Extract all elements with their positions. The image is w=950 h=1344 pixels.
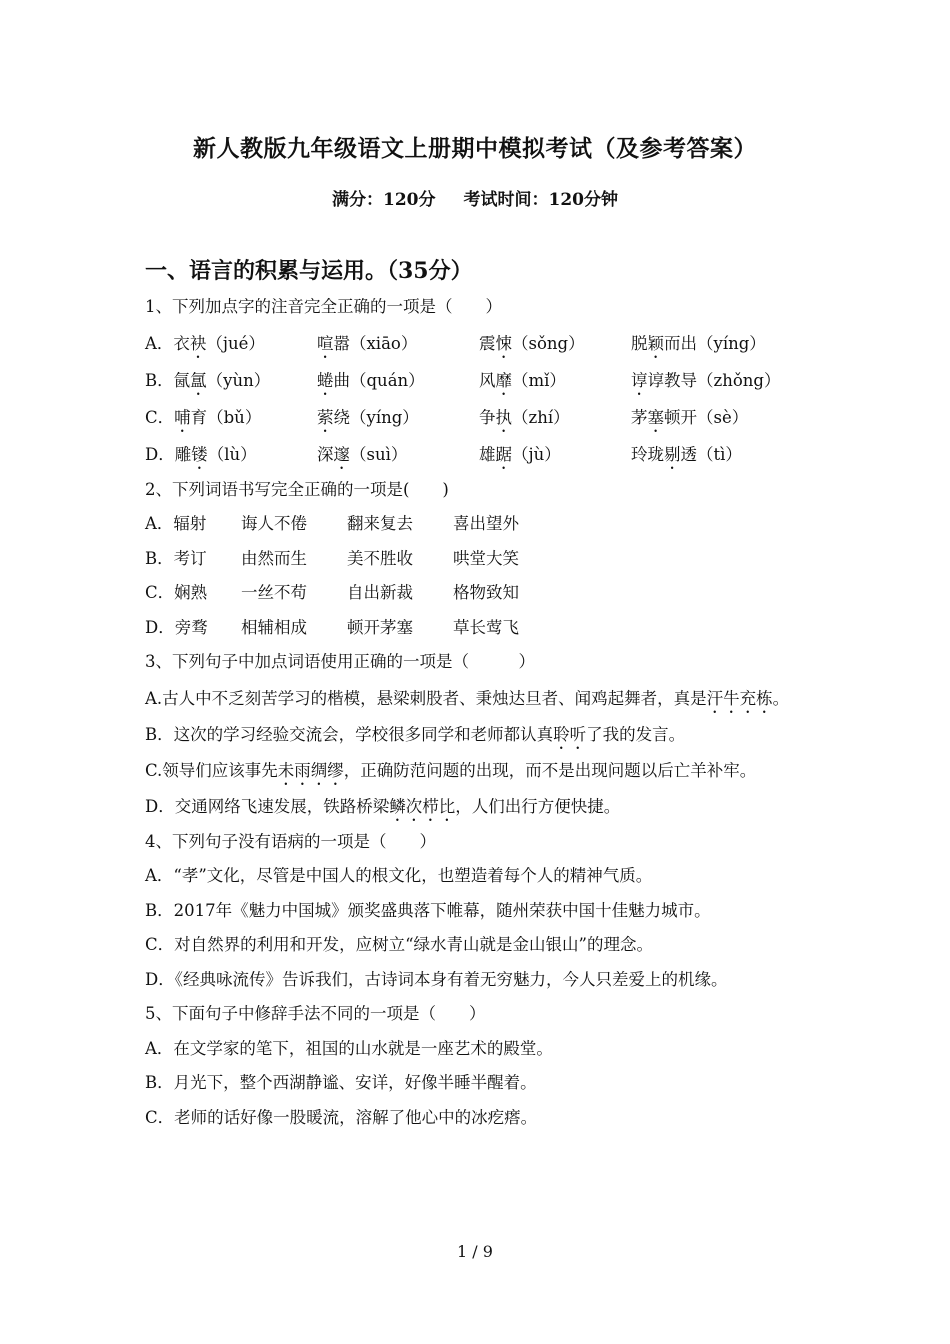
q2-stem: 2、下列词语书写完全正确的一项是( ) xyxy=(145,479,449,499)
exam-time: 考试时间：120分钟 xyxy=(463,190,618,210)
question-content xyxy=(145,290,815,1135)
full-score: 满分：120分 xyxy=(332,190,436,210)
q2-option-d: D．旁骛 相辅相成 顿开茅塞 草长莺飞 xyxy=(145,617,519,637)
q2-option-c: C．娴熟 一丝不苟 自出新裁 格物致知 xyxy=(145,583,519,602)
q1-stem: 1、下列加点字的注音完全正确的一项是（ ） xyxy=(145,297,502,316)
q4-stem: 4、下列句子没有语病的一项是（ ） xyxy=(145,831,436,851)
q4-option-b: B．2017年《魅力中国城》颁奖盛典落下帷幕，随州荣获中国十佳魅力城市。 xyxy=(145,900,711,920)
q3-option-a: A.古人中不乏刻苦学习的楷模，悬梁刺股者、秉烛达旦者、闻鸡起舞者，真是汗牛充栋。 xyxy=(145,688,790,708)
q2-option-a: A．辐射 诲人不倦 翻来复去 喜出望外 xyxy=(145,514,519,533)
q3-option-c: C.领导们应该事先未雨绸缪，正确防范问题的出现，而不是出现问题以后亡羊补牢。 xyxy=(145,761,757,780)
q1-option-d: D．雕镂（lù） 深邃（suì） 雄踞（jù） 玲珑剔透（tì） xyxy=(145,444,742,464)
page-number: 1 / 9 xyxy=(457,1242,493,1261)
q5-stem: 5、下面句子中修辞手法不同的一项是（ ） xyxy=(145,1004,486,1023)
q3-stem: 3、下列句子中加点词语使用正确的一项是（ ） xyxy=(145,652,535,671)
q2-option-b: B．考订 由然而生 美不胜收 哄堂大笑 xyxy=(145,548,519,568)
q3-option-b: B．这次的学习经验交流会，学校很多同学和老师都认真聆听了我的发言。 xyxy=(145,724,686,744)
q4-option-c: C．对自然界的利用和开发，应树立“绿水青山就是金山银山”的理念。 xyxy=(145,935,653,954)
exam-info xyxy=(0,185,950,210)
q3-option-d: D．交通网络飞速发展，铁路桥梁鳞次栉比，人们出行方便快捷。 xyxy=(145,797,621,816)
q4-option-a: A．“孝”文化，尽管是中国人的根文化，也塑造着每个人的精神气质。 xyxy=(145,866,653,885)
q1-option-b: B．氤氲（yùn） 蜷曲（quán） 风靡（mǐ） 谆谆教导（zhǒng） xyxy=(145,370,781,390)
section-heading: 一、语言的积累与运用。（35分） xyxy=(145,258,473,284)
q5-option-c: C．老师的话好像一股暖流，溶解了他心中的冰疙瘩。 xyxy=(145,1107,538,1127)
q5-option-b: B．月光下，整个西湖静谧、安详，好像半睡半醒着。 xyxy=(145,1073,537,1092)
q5-option-a: A．在文学家的笔下，祖国的山水就是一座艺术的殿堂。 xyxy=(145,1038,553,1058)
q1-option-a: A．衣袂（jué） 喧嚣（xiāo） 震悚（sǒng） 脱颖而出（yíng） xyxy=(145,333,766,353)
document-title: 新人教版九年级语文上册期中模拟考试（及参考答案） xyxy=(193,135,757,162)
q1-option-c: C．哺育（bǔ） 萦绕（yíng） 争执（zhí） 茅塞顿开（sè） xyxy=(145,407,749,427)
q4-option-d: D．《经典咏流传》告诉我们，古诗词本身有着无穷魅力，今人只差爱上的机缘。 xyxy=(145,969,728,989)
